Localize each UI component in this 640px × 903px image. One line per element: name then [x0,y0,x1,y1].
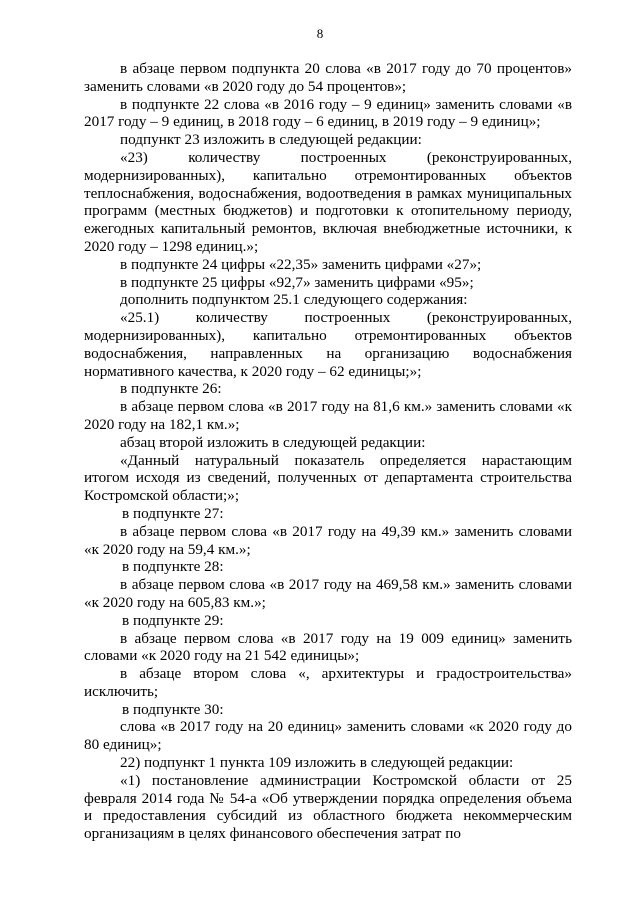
paragraph: в абзаце первом подпункта 20 слова «в 2017 году до 70 процентов» заменить словами «в 2020 году до 54 процентов»; [84,60,572,95]
paragraph: в подпункте 30: [122,700,224,718]
paragraph: в подпункте 27: [122,504,224,522]
paragraph: в абзаце первом слова «в 2017 году на 19 009 единиц» заменить словами «к 2020 году на 21 542 единицы»; [84,629,572,665]
paragraph: слова «в 2017 году на 20 единиц» заменить словами «к 2020 году до 80 единиц»; [84,718,572,754]
paragraph: в подпункте 22 слова «в 2016 году – 9 единиц» заменить словами «в 2017 году – 9 единиц, в 2018 году – 6 единиц, в 2019 году – 9 единиц»; [84,95,572,131]
paragraph: в абзаце втором слова «, архитектуры и градостроительства» исключить; [84,665,572,700]
paragraph: в подпункте 29: [122,611,224,629]
paragraph: «23) количеству построенных (реконструированных, модернизированных), капитально отремонтированных объектов теплоснабжения, водоснабжения, водоотведения в рамках муниципальных программ (местных бюджетов) и подготовки к отопительному периоду, ежегодных капитальный ремонтов, включая внебюджетные источники, к 2020 году – 1298 единиц.»; [84,148,572,255]
page-number: 8 [316,26,324,41]
paragraph: в подпункте 28: [122,558,224,576]
paragraph: «Данный натуральный показатель определяется нарастающим итогом исходя из сведений, полученных от департамента строительства Костромской области;»; [84,451,572,505]
paragraph: 22) подпункт 1 пункта 109 изложить в следующей редакции: [120,754,514,772]
paragraph: абзац второй изложить в следующей редакции: [120,433,426,451]
document-body [84,60,572,843]
paragraph: в абзаце первом слова «в 2017 году на 81,6 км.» заменить словами «к 2020 году на 182,1 км.»; [84,398,572,433]
paragraph: в подпункте 26: [120,380,222,398]
paragraph: «1) постановление администрации Костромской области от 25 февраля 2014 года № 54-а «Об утверждении порядка определения объема и предоставления субсидий из областного бюджета некоммерческим организациям в целях финансового обеспечения затрат по [84,771,572,843]
paragraph: в подпункте 24 цифры «22,35» заменить цифрами «27»; [120,255,482,273]
paragraph: в подпункте 25 цифры «92,7» заменить цифрами «95»; [120,273,474,291]
paragraph: дополнить подпунктом 25.1 следующего содержания: [120,291,468,309]
paragraph: в абзаце первом слова «в 2017 году на 49,39 км.» заменить словами «к 2020 году на 59,4 км.»; [84,522,572,558]
paragraph: подпункт 23 изложить в следующей редакции: [120,131,422,149]
paragraph: в абзаце первом слова «в 2017 году на 469,58 км.» заменить словами «к 2020 году на 605,83 км.»; [84,576,572,611]
paragraph: «25.1) количеству построенных (реконструированных, модернизированных), капитально отремонтированных объектов водоснабжения, направленных на организацию водоснабжения нормативного качества, к 2020 году – 62 единицы;»; [84,309,572,380]
